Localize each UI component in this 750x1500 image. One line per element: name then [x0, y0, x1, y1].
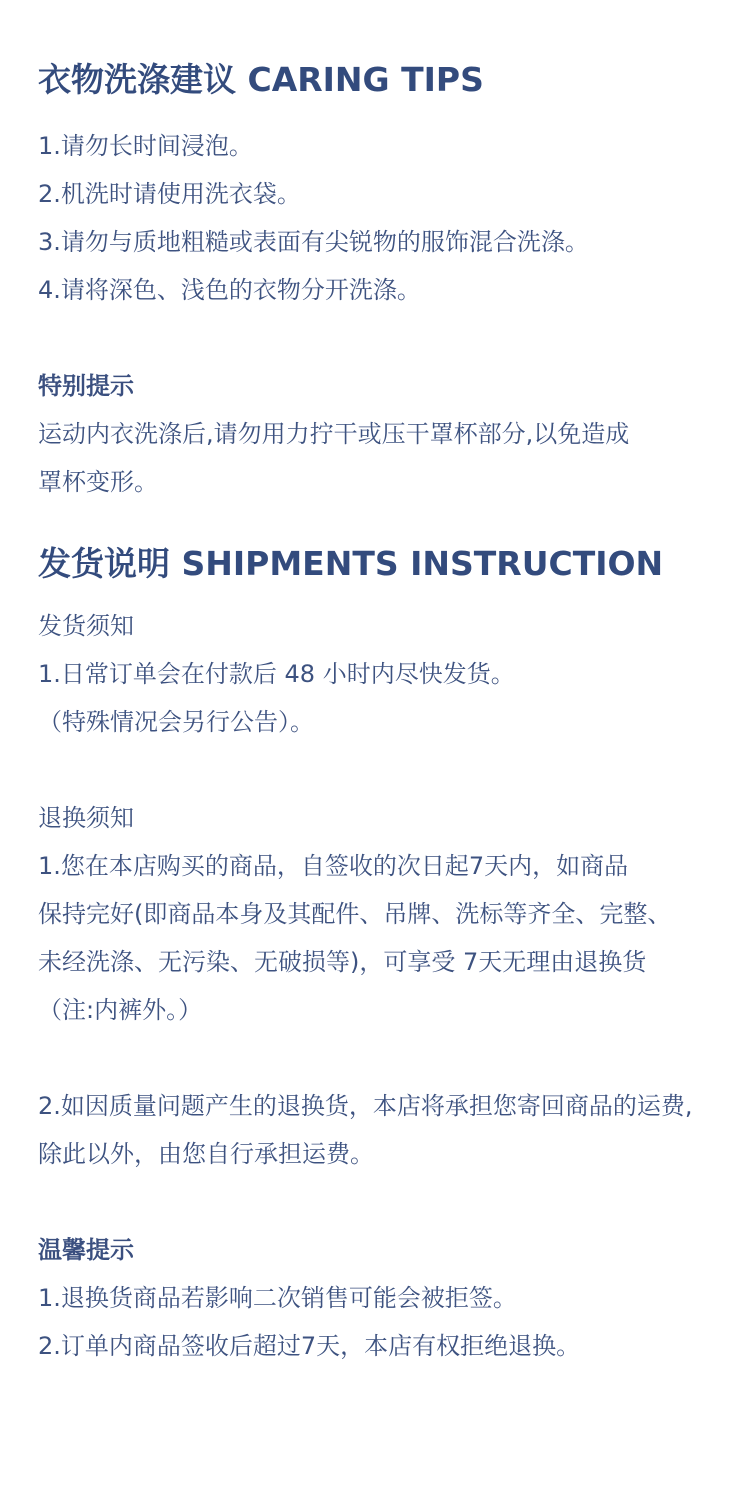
caring-tip-2: 2.机洗时请使用洗衣袋。 [38, 180, 301, 208]
caring-tips-title: 衣物洗涤建议 CARING TIPS [38, 60, 484, 99]
special-notice-line-2: 罩杯变形。 [38, 468, 158, 496]
shipments-title: 发货说明 SHIPMENTS INSTRUCTION [38, 544, 664, 583]
special-notice-heading: 特别提示 [38, 372, 134, 400]
returns-notice-line-1: 1.您在本店购买的商品，自签收的次日起7天内，如商品 [38, 852, 629, 880]
warm-tip-1: 1.退换货商品若影响二次销售可能会被拒签。 [38, 1284, 517, 1312]
returns-notice-line-3: 未经洗涤、无污染、无破损等)，可享受 7天无理由退换货 [38, 948, 647, 976]
shipping-notice-heading: 发货须知 [38, 612, 134, 640]
caring-tip-3: 3.请勿与质地粗糙或表面有尖锐物的服饰混合洗涤。 [38, 228, 589, 256]
caring-tip-1: 1.请勿长时间浸泡。 [38, 132, 253, 160]
special-notice-line-1: 运动内衣洗涤后,请勿用力拧干或压干罩杯部分,以免造成 [38, 420, 630, 448]
shipping-notice-line-1: 1.日常订单会在付款后 48 小时内尽快发货。 [38, 660, 515, 688]
warm-tip-2: 2.订单内商品签收后超过7天，本店有权拒绝退换。 [38, 1332, 581, 1360]
returns-notice-heading: 退换须知 [38, 804, 134, 832]
caring-tip-4: 4.请将深色、浅色的衣物分开洗涤。 [38, 276, 421, 304]
shipping-notice-line-2: （特殊情况会另行公告）。 [38, 708, 314, 736]
returns-quality-line-2: 除此以外，由您自行承担运费。 [38, 1140, 374, 1168]
returns-notice-line-4: （注:内裤外。） [38, 996, 203, 1024]
returns-notice-line-2: 保持完好(即商品本身及其配件、吊牌、洗标等齐全、完整、 [38, 900, 672, 928]
warm-tips-heading: 温馨提示 [38, 1236, 134, 1264]
returns-quality-line-1: 2.如因质量问题产生的退换货，本店将承担您寄回商品的运费, [38, 1092, 693, 1120]
